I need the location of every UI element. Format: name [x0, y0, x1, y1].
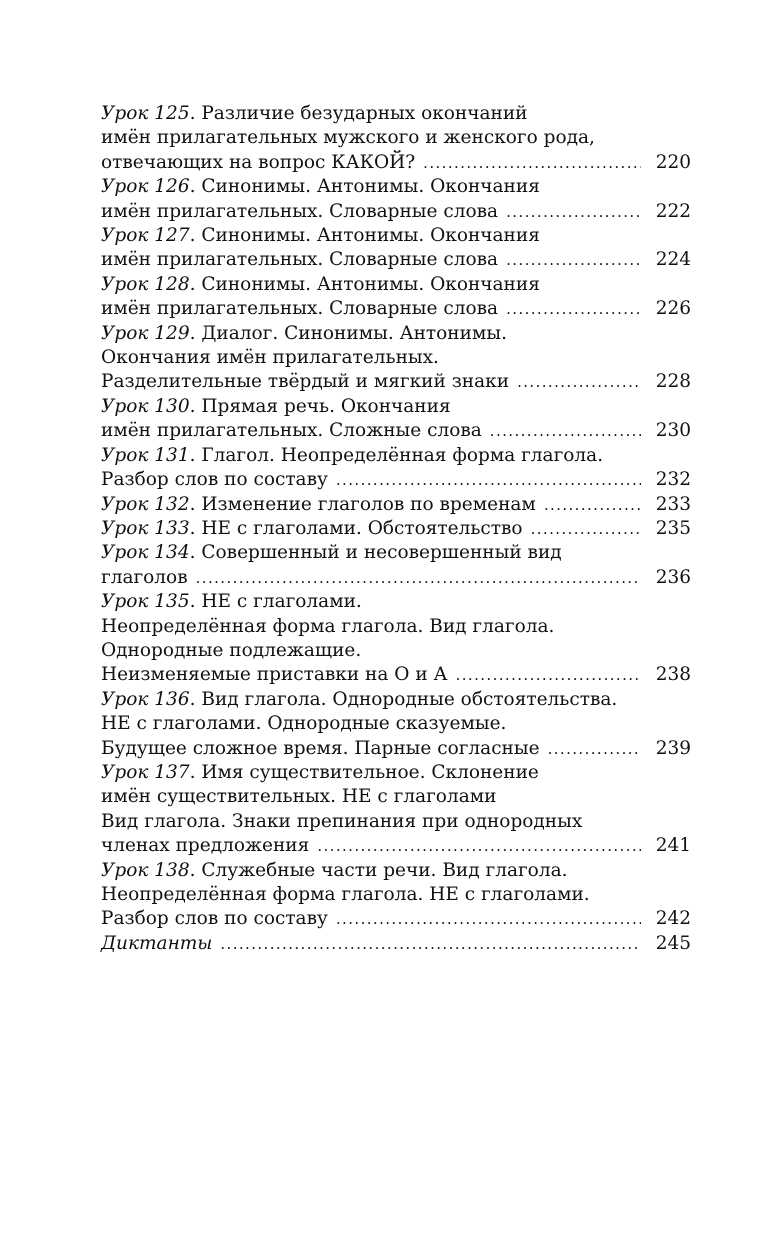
toc-line	[101, 834, 691, 858]
dot-leader	[506, 248, 641, 272]
toc-line	[101, 615, 691, 639]
toc-line-text	[101, 200, 498, 224]
toc-line-text	[101, 151, 415, 175]
lesson-number: Урок 125	[101, 103, 190, 124]
lesson-number: Урок 136	[101, 688, 190, 710]
toc-entry	[101, 517, 691, 541]
lesson-suffix: .	[189, 273, 202, 295]
toc-line-text: имён существительных. НЕ с глаголами	[101, 786, 497, 808]
toc-line	[101, 468, 691, 492]
toc-line	[101, 883, 691, 907]
toc-line-text	[101, 370, 509, 394]
toc-line-text: Различие безударных окончаний	[201, 103, 528, 124]
toc-entry	[101, 590, 691, 688]
toc-line	[101, 590, 691, 614]
toc-line-content: Разбор слов по составу	[101, 908, 328, 930]
toc-line	[101, 200, 691, 224]
toc-line	[101, 688, 691, 712]
page-number: 245	[655, 932, 691, 954]
page-number: 242	[655, 908, 691, 930]
dot-leader	[506, 297, 641, 321]
dot-leader	[506, 200, 641, 224]
toc-line-text	[101, 663, 448, 687]
lesson-suffix: .	[189, 688, 202, 710]
dot-leader	[220, 932, 641, 956]
toc-entry	[101, 322, 691, 395]
lesson-suffix: .	[189, 517, 202, 539]
toc-line-text: Однородные подлежащие.	[101, 639, 362, 661]
toc-line-text	[101, 248, 498, 272]
lesson-number: Урок 133	[101, 517, 190, 539]
page-number: 226	[655, 298, 691, 320]
toc-line	[101, 126, 691, 150]
toc-line	[101, 395, 691, 419]
toc-line-text	[101, 737, 540, 761]
toc-line	[101, 297, 691, 321]
lesson-number: Урок 131	[101, 444, 190, 466]
lesson-suffix: .	[189, 395, 202, 417]
toc-line	[101, 737, 691, 761]
toc-line-text: Синонимы. Антонимы. Окончания	[201, 225, 540, 247]
dot-leader	[423, 151, 641, 175]
toc-line-text	[101, 468, 328, 492]
toc-line	[101, 151, 691, 175]
toc-line	[101, 419, 691, 443]
dot-leader	[317, 834, 641, 858]
toc-line	[101, 810, 691, 834]
toc-line-text: Неопределённая форма глагола. НЕ с глаголами.	[101, 884, 590, 905]
lesson-suffix: .	[189, 444, 202, 466]
lesson-number: Урок 132	[101, 493, 190, 515]
lesson-number: Урок 126	[101, 176, 190, 198]
toc-line-content: Будущее сложное время. Парные согласные	[101, 737, 540, 759]
toc-entry	[101, 859, 691, 932]
toc-line	[101, 248, 691, 272]
toc-entry	[101, 444, 691, 493]
toc-line-content: отвечающих на вопрос КАКОЙ?	[101, 151, 416, 173]
page-number: 230	[655, 420, 691, 442]
lesson-suffix: .	[189, 103, 202, 124]
toc-line	[101, 932, 691, 956]
toc-line-content: членах предложения	[101, 835, 310, 857]
lesson-suffix: .	[189, 225, 202, 247]
toc-line-text	[101, 907, 328, 931]
page-number: 236	[655, 566, 691, 588]
dot-leader	[196, 566, 641, 590]
dot-leader	[544, 493, 641, 517]
toc-line	[101, 907, 691, 931]
toc-entry	[101, 102, 691, 175]
lesson-number: Урок 130	[101, 395, 190, 417]
toc-line	[101, 517, 691, 541]
page-number: 233	[655, 493, 691, 515]
toc-entry	[101, 493, 691, 517]
page-number: 238	[655, 664, 691, 686]
toc-line	[101, 346, 691, 370]
lesson-number: Урок 134	[101, 542, 190, 564]
page-number: 235	[655, 517, 691, 539]
toc-line-content: Неизменяемые приставки на О и А	[101, 664, 448, 686]
toc-line	[101, 224, 691, 248]
page-number: 222	[655, 200, 691, 222]
toc-line-text	[101, 517, 523, 541]
toc-line	[101, 102, 691, 126]
toc-line-text: Синонимы. Антонимы. Окончания	[201, 176, 540, 198]
lesson-number: Урок 137	[101, 761, 190, 783]
dot-leader	[490, 419, 641, 443]
toc-line	[101, 370, 691, 394]
toc-line-text: Диалог. Синонимы. Антонимы.	[201, 322, 507, 344]
toc-entry	[101, 175, 691, 224]
toc-line-text: имён прилагательных мужского и женского рода,	[101, 127, 595, 149]
lesson-suffix: .	[189, 761, 202, 783]
toc-line-text: Вид глагола. Однородные обстоятельства.	[201, 688, 618, 710]
lesson-suffix: .	[189, 859, 202, 881]
toc-line-text: Совершенный и несовершенный вид	[201, 542, 562, 564]
toc-line-text	[101, 493, 536, 517]
dot-leader	[456, 663, 641, 687]
toc-line	[101, 859, 691, 883]
lesson-suffix: .	[189, 542, 202, 564]
table-of-contents	[101, 102, 691, 956]
lesson-suffix: .	[189, 176, 202, 198]
dot-leader	[548, 737, 641, 761]
toc-line-text	[101, 932, 212, 956]
toc-line	[101, 566, 691, 590]
toc-line	[101, 322, 691, 346]
dot-leader	[336, 907, 641, 931]
toc-line-content: Разбор слов по составу	[101, 469, 328, 491]
page-number: 224	[655, 249, 691, 271]
toc-line-text: Служебные части речи. Вид глагола.	[201, 859, 568, 881]
toc-line	[101, 175, 691, 199]
toc-line	[101, 493, 691, 517]
lesson-number: Урок 127	[101, 225, 190, 247]
toc-line	[101, 761, 691, 785]
toc-entry	[101, 395, 691, 444]
toc-line-text: НЕ с глаголами. Однородные сказуемые.	[101, 713, 507, 735]
toc-line-text	[101, 419, 482, 443]
toc-entry	[101, 273, 691, 322]
toc-line-content: имён прилагательных. Словарные слова	[101, 298, 499, 320]
dot-leader	[517, 370, 641, 394]
toc-entry	[101, 688, 691, 761]
toc-line-text	[101, 566, 188, 590]
toc-line-content: НЕ с глаголами. Обстоятельство	[201, 517, 523, 539]
toc-line-text: Глагол. Неопределённая форма глагола.	[201, 444, 604, 466]
toc-line-content: Изменение глаголов по временам	[201, 493, 536, 515]
toc-line-text: Вид глагола. Знаки препинания при однородных	[101, 810, 583, 832]
toc-line	[101, 712, 691, 736]
toc-line	[101, 785, 691, 809]
toc-entry	[101, 224, 691, 273]
toc-entry	[101, 541, 691, 590]
toc-line-text	[101, 834, 309, 858]
lesson-number: Диктанты	[101, 932, 213, 954]
lesson-number: Урок 135	[101, 591, 190, 613]
toc-line-text: НЕ с глаголами.	[201, 591, 362, 613]
dot-leader	[336, 468, 641, 492]
toc-entry	[101, 761, 691, 859]
toc-line-content: имён прилагательных. Словарные слова	[101, 200, 499, 222]
toc-entry	[101, 932, 691, 956]
lesson-number: Урок 128	[101, 273, 190, 295]
dot-leader	[531, 517, 641, 541]
toc-line-content: глаголов	[101, 566, 188, 588]
lesson-suffix: .	[189, 493, 202, 515]
toc-line-content: Разделительные твёрдый и мягкий знаки	[101, 371, 510, 393]
toc-line-text: Синонимы. Антонимы. Окончания	[201, 273, 540, 295]
toc-line	[101, 663, 691, 687]
toc-line-content: имён прилагательных. Словарные слова	[101, 249, 499, 271]
toc-line-text: Неопределённая форма глагола. Вид глагола.	[101, 615, 555, 637]
page-number: 241	[655, 835, 691, 857]
toc-line	[101, 273, 691, 297]
page-number: 220	[655, 151, 691, 173]
toc-line	[101, 541, 691, 565]
page-number: 228	[655, 371, 691, 393]
page-number: 239	[655, 737, 691, 759]
lesson-suffix: .	[189, 591, 202, 613]
lesson-number: Урок 138	[101, 859, 190, 881]
toc-line-text: Имя существительное. Склонение	[201, 761, 539, 783]
lesson-number: Урок 129	[101, 322, 190, 344]
page-number: 232	[655, 469, 691, 491]
toc-line-text	[101, 297, 498, 321]
toc-line	[101, 444, 691, 468]
toc-line-content: имён прилагательных. Сложные слова	[101, 420, 482, 442]
lesson-suffix: .	[189, 322, 202, 344]
toc-line	[101, 639, 691, 663]
toc-line-text: Прямая речь. Окончания	[201, 395, 451, 417]
toc-line-text: Окончания имён прилагательных.	[101, 347, 439, 369]
